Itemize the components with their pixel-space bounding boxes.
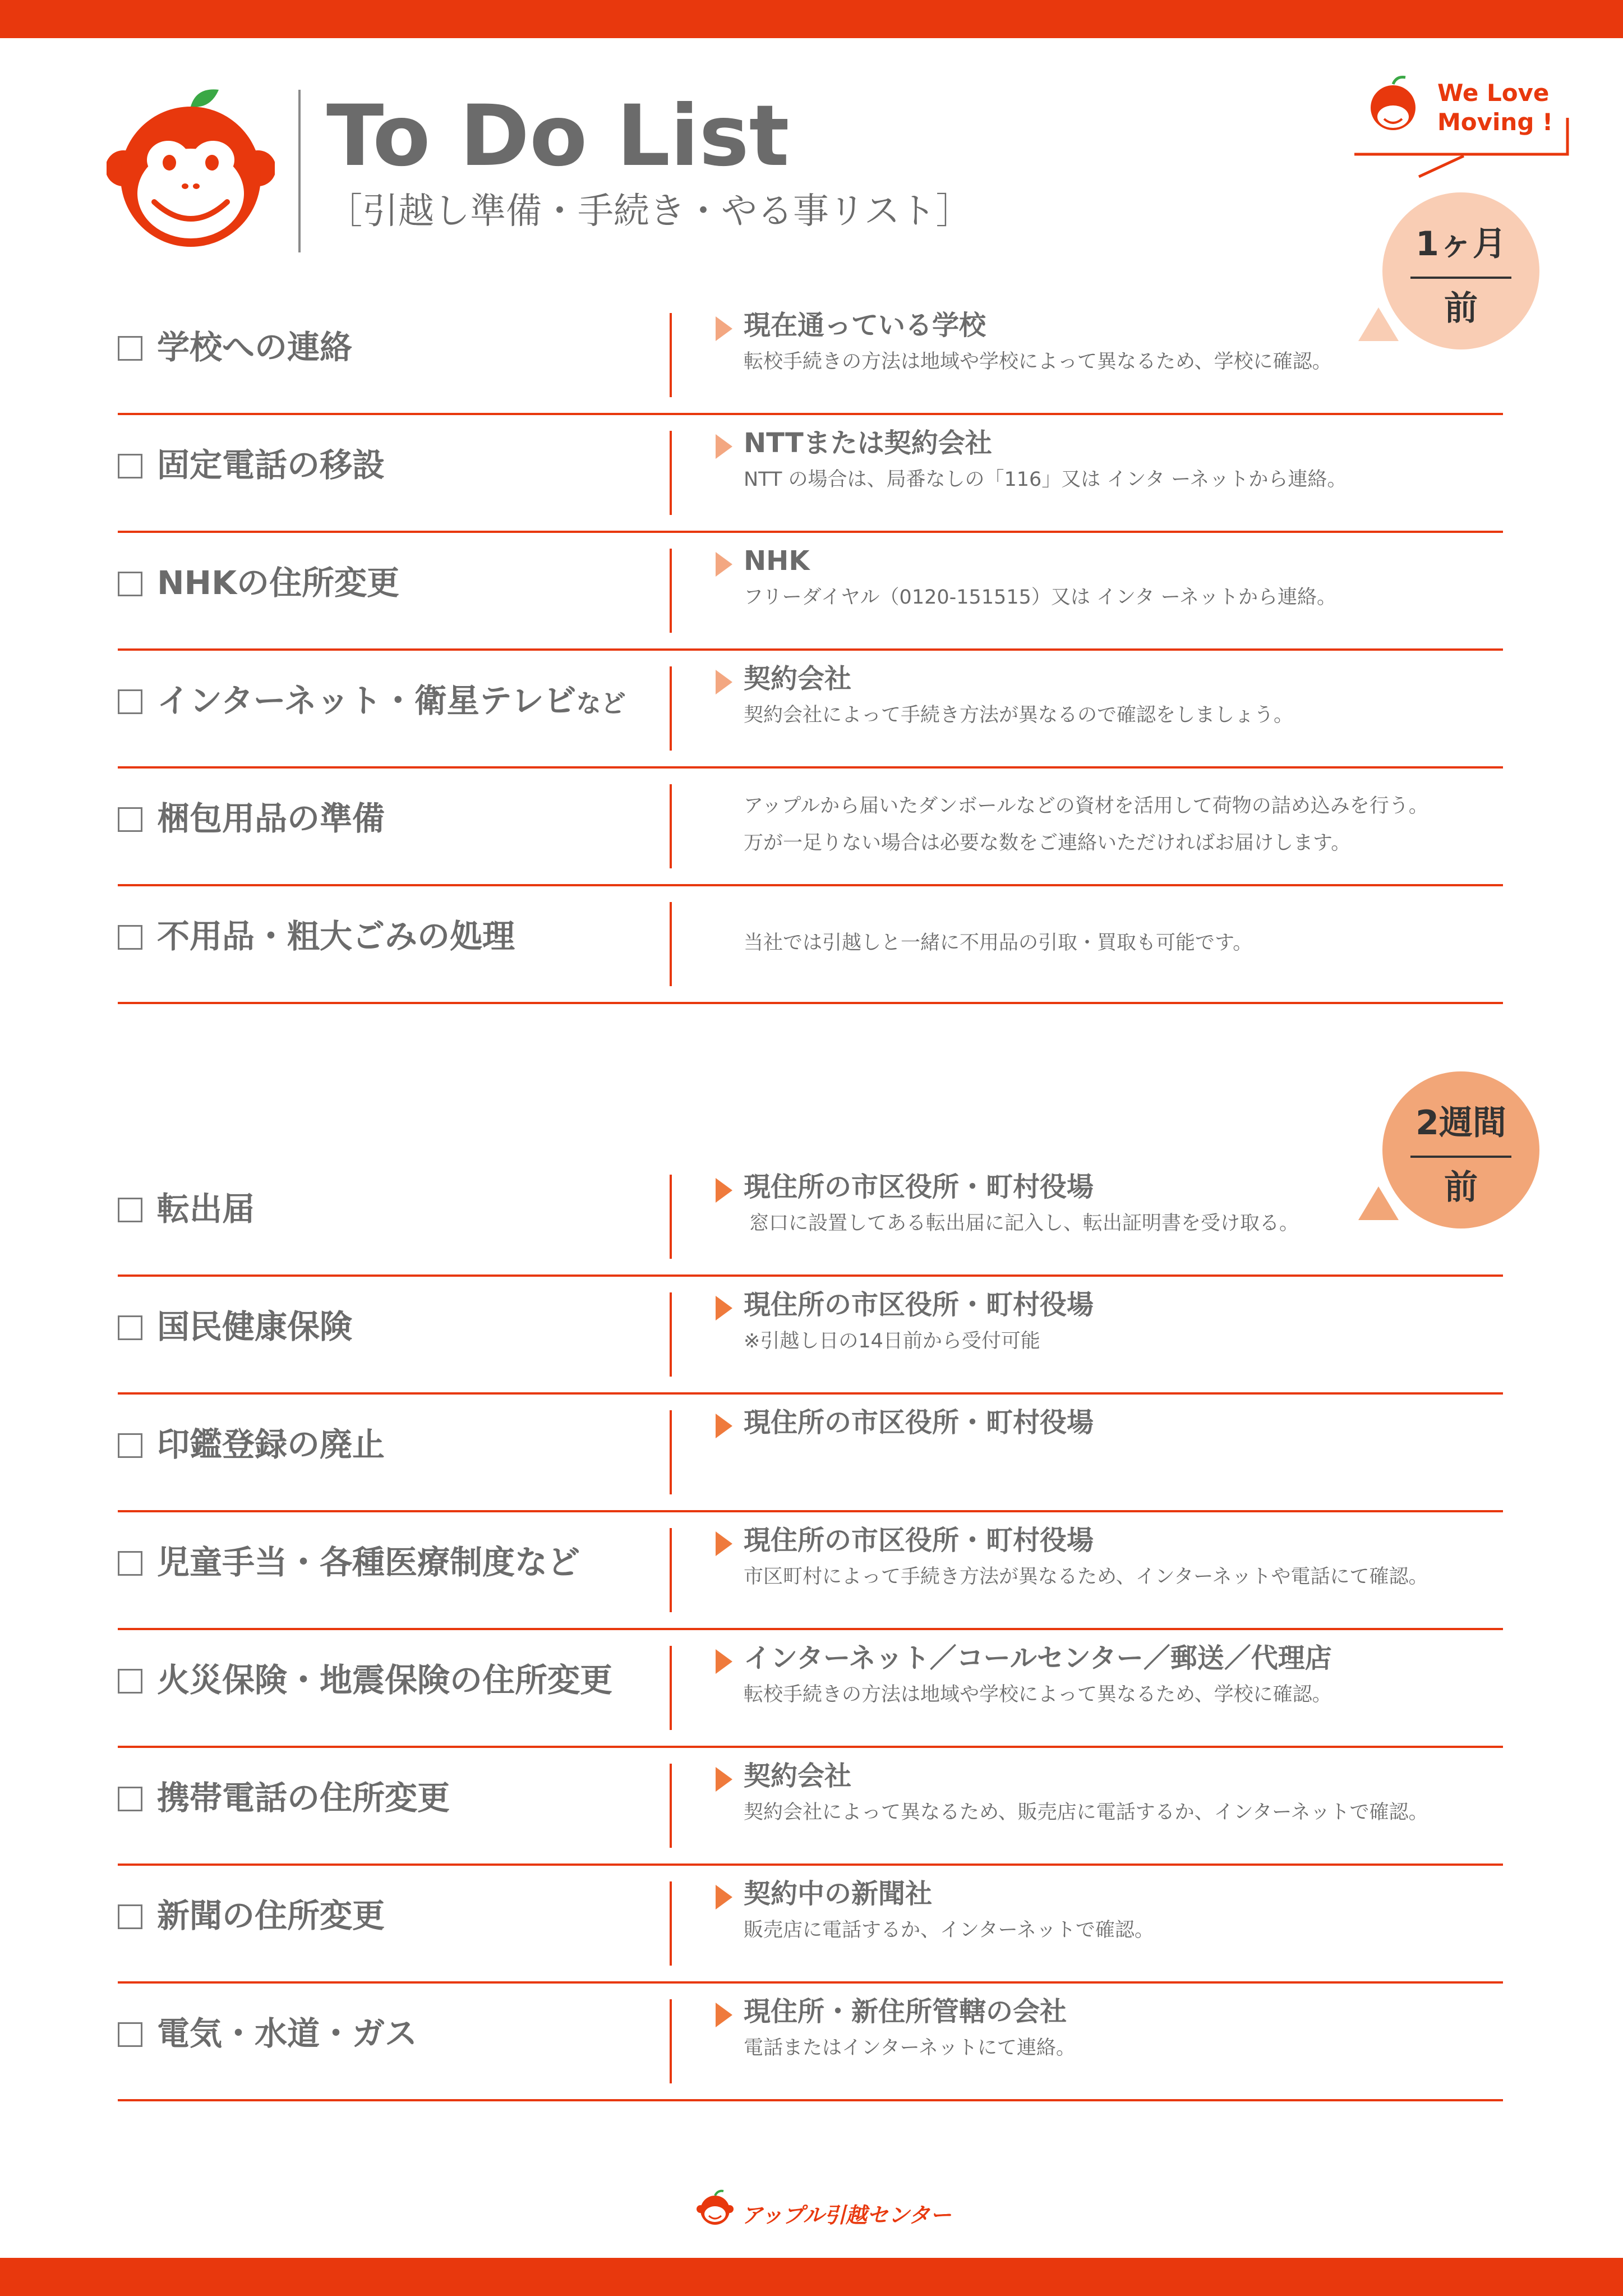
task-text: 新聞の住所変更 [157, 1897, 385, 1935]
arrow-icon [716, 1178, 732, 1203]
task-row [118, 651, 1503, 769]
task-label[interactable] [118, 1191, 255, 1227]
row-separator [118, 1002, 1503, 1004]
task-text: 児童手当・各種医療制度など [157, 1543, 580, 1581]
checkbox[interactable] [118, 1787, 142, 1811]
task-text: 印鑑登録の廃止 [157, 1425, 385, 1464]
arrow-icon [716, 1767, 732, 1792]
row-divider [670, 666, 672, 751]
row-divider [670, 784, 672, 868]
task-note: ※引越し日の14日前から受付可能 [744, 1330, 1040, 1352]
task-note: 転校手続きの方法は地域や学校によって異なるため、学校に確認。 [744, 1683, 1332, 1706]
checkbox[interactable] [118, 1551, 142, 1576]
task-row [118, 1748, 1503, 1866]
task-label[interactable] [118, 565, 399, 601]
row-divider [670, 1646, 672, 1730]
checkbox[interactable] [118, 1904, 142, 1929]
task-label[interactable] [118, 1898, 385, 1934]
badge-label-top: 1ヶ月 [1415, 224, 1506, 264]
task-row [118, 1866, 1503, 1984]
arrow-icon [716, 1649, 732, 1674]
task-label[interactable] [118, 683, 626, 719]
page-title: To Do List [326, 88, 790, 185]
task-text: 学校への連絡 [157, 328, 353, 366]
contact-target: インターネット／コールセンター／郵送／代理店 [744, 1642, 1332, 1674]
task-label[interactable] [118, 1427, 385, 1463]
task-note: 電話またはインターネットにて連絡。 [744, 2037, 1076, 2059]
task-row [118, 1277, 1503, 1395]
checkbox[interactable] [118, 689, 142, 714]
row-divider [670, 431, 672, 515]
contact-target: 現住所の市区役所・町村役場 [744, 1407, 1094, 1438]
row-separator [118, 2099, 1503, 2101]
task-note: 市区町村によって手続き方法が異なるため、インターネットや電話にて確認。 [744, 1566, 1428, 1588]
arrow-icon [716, 1296, 732, 1320]
row-divider [670, 1764, 672, 1848]
task-label[interactable] [118, 919, 515, 955]
row-divider [670, 549, 672, 633]
row-divider [670, 1881, 672, 1966]
contact-target: NHK [744, 545, 810, 577]
row-divider [670, 1175, 672, 1259]
task-label[interactable] [118, 330, 352, 366]
contact-target: NTTまたは契約会社 [744, 427, 992, 459]
task-note: 転校手続きの方法は地域や学校によって異なるため、学校に確認。 [744, 351, 1332, 373]
arrow-icon [716, 434, 732, 459]
footer-monkey-icon [695, 2188, 735, 2227]
task-note: フリーダイヤル（0120-151515）又は インタ ーネットから連絡。 [744, 586, 1336, 609]
checkbox[interactable] [118, 1669, 142, 1694]
task-note-line2: 万が一足りない場合は必要な数をご連絡いただければお届けします。 [744, 832, 1351, 854]
badge-rule [1410, 277, 1511, 279]
badge-label-top: 2週間 [1415, 1103, 1506, 1143]
arrow-icon [716, 670, 732, 694]
row-divider [670, 902, 672, 986]
contact-target: 現住所の市区役所・町村役場 [744, 1171, 1094, 1203]
task-text: インターネット・衛星テレビ [157, 682, 577, 720]
task-note: アップルから届いたダンボールなどの資材を活用して荷物の詰め込みを行う。 [744, 795, 1428, 817]
page-subtitle: ［引越し準備・手続き・やる事リスト］ [326, 191, 972, 232]
checkbox[interactable] [118, 454, 142, 478]
task-text: 不用品・粗大ごみの処理 [157, 917, 515, 955]
contact-target: 現住所の市区役所・町村役場 [744, 1525, 1094, 1556]
task-row [118, 297, 1503, 415]
footer-company-name: アップル引越センター [741, 2203, 952, 2228]
top-accent-bar [0, 0, 1623, 38]
task-row [118, 1630, 1503, 1748]
row-divider [670, 313, 672, 397]
slogan-text [1437, 79, 1553, 137]
contact-target: 現住所の市区役所・町村役場 [744, 1289, 1094, 1320]
row-divider [670, 1292, 672, 1377]
arrow-icon [716, 552, 732, 577]
checkbox[interactable] [118, 1198, 142, 1222]
checkbox[interactable] [118, 925, 142, 950]
task-label[interactable] [118, 1663, 612, 1699]
bottom-accent-bar [0, 2258, 1623, 2296]
task-note: 当社では引越しと一緒に不用品の引取・買取も可能です。 [744, 932, 1253, 954]
row-divider [670, 1410, 672, 1494]
arrow-icon [716, 316, 732, 341]
task-row [118, 1984, 1503, 2101]
contact-target: 契約中の新聞社 [744, 1878, 933, 1910]
slogan-line1: We Love [1437, 79, 1550, 107]
task-text-suffix: など [576, 689, 626, 718]
contact-target: 契約会社 [744, 1760, 852, 1792]
contact-target: 契約会社 [744, 663, 852, 694]
contact-target: 現在通っている学校 [744, 310, 986, 341]
task-row [118, 533, 1503, 651]
task-text: 火災保険・地震保険の住所変更 [157, 1661, 613, 1699]
task-note: 契約会社によって異なるため、販売店に電話するか、インターネットで確認。 [744, 1801, 1428, 1824]
task-text: 固定電話の移設 [157, 446, 385, 484]
task-note: NTT の場合は、局番なしの「116」又は インタ ーネットから連絡。 [744, 468, 1347, 491]
checkbox[interactable] [118, 336, 142, 361]
header-divider [298, 90, 301, 252]
task-label[interactable] [118, 1309, 352, 1345]
task-text: 携帯電話の住所変更 [157, 1779, 450, 1817]
task-note: 契約会社によって手続き方法が異なるので確認をしましょう。 [744, 704, 1294, 726]
row-divider [670, 1999, 672, 2083]
checkbox[interactable] [118, 807, 142, 832]
task-row [118, 886, 1503, 1004]
badge-rule [1410, 1156, 1511, 1158]
monkey-logo-icon [107, 84, 275, 252]
task-label[interactable] [118, 2016, 417, 2052]
arrow-icon [716, 2003, 732, 2027]
task-row [118, 769, 1503, 886]
arrow-icon [716, 1531, 732, 1556]
checkbox[interactable] [118, 2022, 142, 2047]
task-text: 転出届 [157, 1190, 255, 1228]
task-label[interactable] [118, 1545, 580, 1581]
task-text: NHKの住所変更 [157, 564, 400, 602]
task-row [118, 415, 1503, 533]
task-label[interactable] [118, 1780, 450, 1816]
task-row [118, 1395, 1503, 1512]
task-label[interactable] [118, 801, 385, 837]
checkbox[interactable] [118, 1315, 142, 1340]
task-row [118, 1159, 1503, 1277]
checkbox[interactable] [118, 572, 142, 596]
badge-label-bottom: 前 [1444, 1168, 1478, 1207]
task-label[interactable] [118, 448, 385, 484]
contact-target: 現住所・新住所管轄の会社 [744, 1996, 1067, 2027]
task-note: 販売店に電話するか、インターネットで確認。 [744, 1919, 1154, 1941]
arrow-icon [716, 1885, 732, 1910]
checkbox[interactable] [118, 1433, 142, 1458]
arrow-icon [716, 1414, 732, 1438]
row-divider [670, 1528, 672, 1612]
task-row [118, 1512, 1503, 1630]
slogan-line2: Moving ! [1437, 108, 1553, 136]
task-text: 国民健康保険 [157, 1308, 353, 1346]
task-note: 窓口に設置してある転出届に記入し、転出証明書を受け取る。 [749, 1212, 1299, 1235]
task-text: 梱包用品の準備 [157, 799, 385, 838]
task-text: 電気・水道・ガス [157, 2014, 418, 2053]
badge-label-bottom: 前 [1444, 289, 1478, 328]
